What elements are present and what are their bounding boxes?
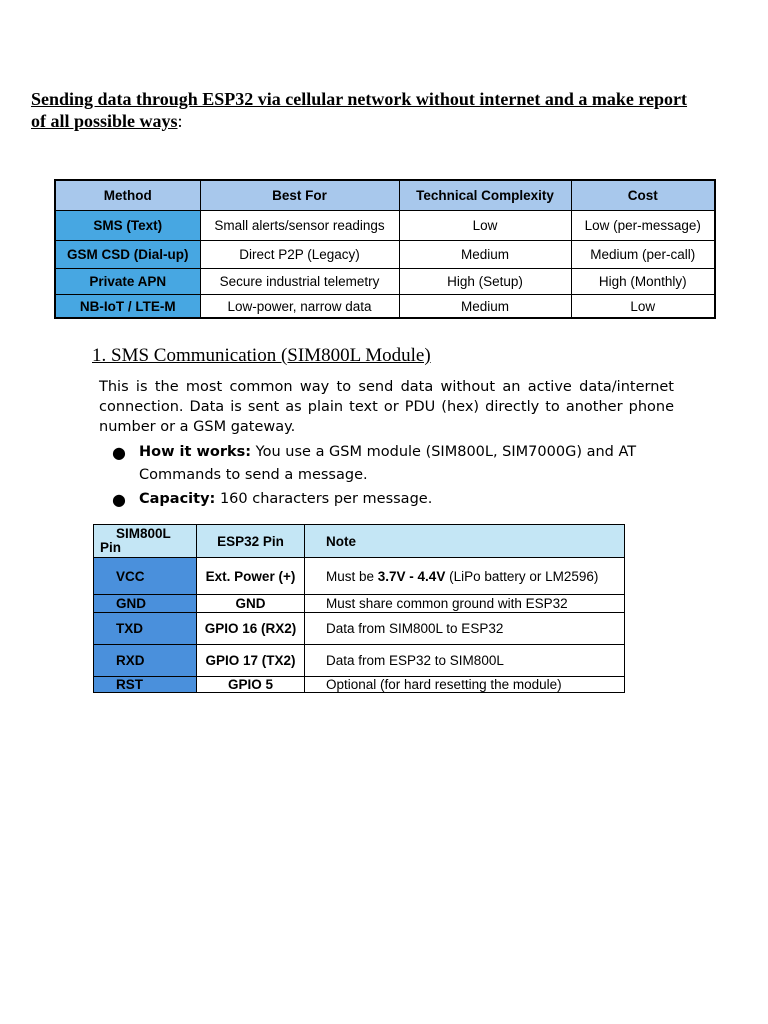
table-row: [94, 595, 625, 613]
note-text: Must be: [326, 568, 378, 584]
table-row: [55, 241, 715, 269]
complexity-cell: Low: [399, 211, 571, 241]
header-complexity: Technical Complexity: [399, 180, 571, 211]
complexity-cell: Medium: [399, 295, 571, 319]
cost-cell: High (Monthly): [571, 269, 715, 295]
esp-pin-cell: GPIO 17 (TX2): [197, 645, 305, 677]
best-for-cell: Secure industrial telemetry: [200, 269, 399, 295]
bullet-list: [112, 441, 677, 512]
esp-pin-cell: GND: [197, 595, 305, 613]
bullet-content: [139, 441, 677, 487]
esp-pin-cell: GPIO 5: [197, 677, 305, 693]
header-best-for: Best For: [200, 180, 399, 211]
note-cell: [305, 558, 625, 595]
sim-pin-cell: TXD: [94, 613, 197, 645]
pinout-table: [93, 524, 625, 693]
sim-pin-cell: GND: [94, 595, 197, 613]
method-cell: NB-IoT / LTE-M: [55, 295, 200, 319]
title-colon: :: [177, 111, 183, 131]
complexity-cell: High (Setup): [399, 269, 571, 295]
best-for-cell: Small alerts/sensor readings: [200, 211, 399, 241]
header-cost: Cost: [571, 180, 715, 211]
bullet-label: Capacity:: [139, 491, 216, 507]
methods-table: [54, 179, 716, 319]
method-cell: Private APN: [55, 269, 200, 295]
bullet-label: How it works:: [139, 444, 252, 460]
cost-cell: Low (per-message): [571, 211, 715, 241]
best-for-cell: Direct P2P (Legacy): [200, 241, 399, 269]
table-header-row: [55, 180, 715, 211]
table-row: [94, 677, 625, 693]
table-row: [55, 269, 715, 295]
section-paragraph: This is the most common way to send data without an active data/internet connection. Data is sent as plain text or PDU (hex) directly to another phone number or a GSM gateway.: [99, 379, 674, 435]
list-item: [112, 441, 677, 487]
table-row: [94, 558, 625, 595]
best-for-cell: Low-power, narrow data: [200, 295, 399, 319]
header-esp-pin: ESP32 Pin: [197, 525, 305, 558]
bullet-content: [139, 488, 432, 511]
header-method: Method: [55, 180, 200, 211]
note-cell: Must share common ground with ESP32: [305, 595, 625, 613]
note-cell: Data from SIM800L to ESP32: [305, 613, 625, 645]
method-cell: SMS (Text): [55, 211, 200, 241]
bullet-text: You use a GSM module (SIM800L, SIM7000G) and AT Commands to send a message.: [139, 444, 637, 483]
cost-cell: Medium (per-call): [571, 241, 715, 269]
sim-pin-cell: RXD: [94, 645, 197, 677]
bullet-text: 160 characters per message.: [215, 491, 433, 507]
note-cell: Data from ESP32 to SIM800L: [305, 645, 625, 677]
table-row: [94, 645, 625, 677]
note-text-post: (LiPo battery or LM2596): [445, 568, 599, 584]
table-row: [94, 613, 625, 645]
document-title: [31, 88, 691, 132]
title-text: Sending data through ESP32 via cellular network without internet and a make report of all possible ways: [31, 89, 688, 131]
cost-cell: Low: [571, 295, 715, 319]
esp-pin-cell: GPIO 16 (RX2): [197, 613, 305, 645]
header-note: Note: [305, 525, 625, 558]
esp-pin-cell: Ext. Power (+): [197, 558, 305, 595]
header-sim-pin: [94, 525, 197, 558]
bullet-dot-icon: ●: [112, 490, 126, 509]
sim-pin-cell: VCC: [94, 558, 197, 595]
table-row: [55, 211, 715, 241]
header-sim-pin-line1: SIM800L: [116, 526, 171, 541]
method-cell: GSM CSD (Dial-up): [55, 241, 200, 269]
table-row: [55, 295, 715, 319]
table-header-row: [94, 525, 625, 558]
complexity-cell: Medium: [399, 241, 571, 269]
bullet-dot-icon: ●: [112, 443, 126, 462]
list-item: [112, 488, 677, 511]
section-heading: 1. SMS Communication (SIM800L Module): [92, 345, 431, 366]
note-bold: 3.7V - 4.4V: [377, 568, 446, 584]
sim-pin-cell: RST: [94, 677, 197, 693]
header-sim-pin-line2: Pin: [100, 540, 122, 555]
note-cell: Optional (for hard resetting the module): [305, 677, 625, 693]
